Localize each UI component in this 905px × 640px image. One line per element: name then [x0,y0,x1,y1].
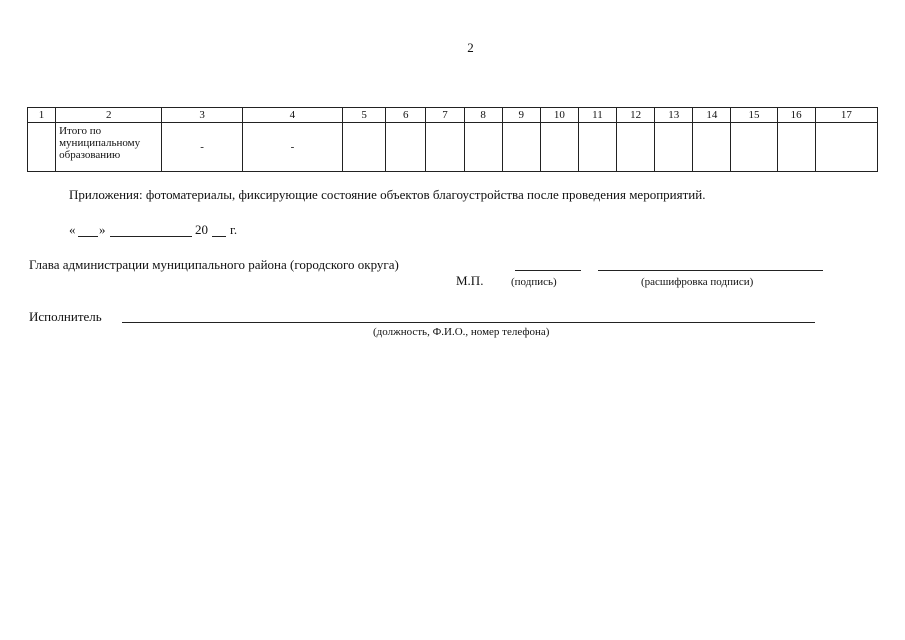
table-cell [464,123,502,172]
column-header: 15 [731,108,777,123]
table-cell [815,123,877,172]
decoding-line [598,270,823,271]
table-cell [386,123,426,172]
table-cell [731,123,777,172]
column-header: 11 [578,108,616,123]
table-cell [578,123,616,172]
total-label: Итого по муниципальному образованию [56,123,162,172]
column-header: 4 [242,108,342,123]
year-prefix: 20 [195,222,208,237]
year-suffix: г. [230,222,238,237]
appendix-text: Приложения: фотоматериалы, фиксирующие состояние объектов благоустройства после проведения мероприятий. [69,187,706,202]
column-header: 17 [815,108,877,123]
column-header: 8 [464,108,502,123]
table-header-row [28,108,878,123]
column-header: 13 [655,108,693,123]
column-header: 1 [28,108,56,123]
column-header: 14 [693,108,731,123]
executor-label: Исполнитель [29,309,102,324]
day-line [78,236,98,237]
table-cell: - [242,123,342,172]
table-cell [540,123,578,172]
signature-caption: (подпись) [511,276,557,288]
column-header: 10 [540,108,578,123]
date-close-quote: » [99,222,106,237]
table-cell [655,123,693,172]
column-header: 3 [162,108,242,123]
report-table [27,107,878,172]
table-cell [693,123,731,172]
table-cell [426,123,464,172]
executor-caption: (должность, Ф.И.О., номер телефона) [373,326,550,338]
signature-line [515,270,581,271]
decoding-caption: (расшифровка подписи) [641,276,754,288]
column-header: 2 [56,108,162,123]
table-cell [28,123,56,172]
column-header: 9 [502,108,540,123]
table-cell [343,123,386,172]
stamp-label: М.П. [456,273,484,288]
column-header: 7 [426,108,464,123]
head-title: Глава администрации муниципального района (городского округа) [29,257,399,272]
year-line [212,236,226,237]
table-cell [617,123,655,172]
table-cell: - [162,123,242,172]
column-header: 6 [386,108,426,123]
executor-line [122,322,815,323]
column-header: 12 [617,108,655,123]
table-cell [502,123,540,172]
column-header: 5 [343,108,386,123]
page-number: 2 [467,40,474,55]
table-cell [777,123,815,172]
column-header: 16 [777,108,815,123]
date-open-quote: « [69,222,76,237]
month-line [110,236,192,237]
table-row-total [28,123,878,172]
